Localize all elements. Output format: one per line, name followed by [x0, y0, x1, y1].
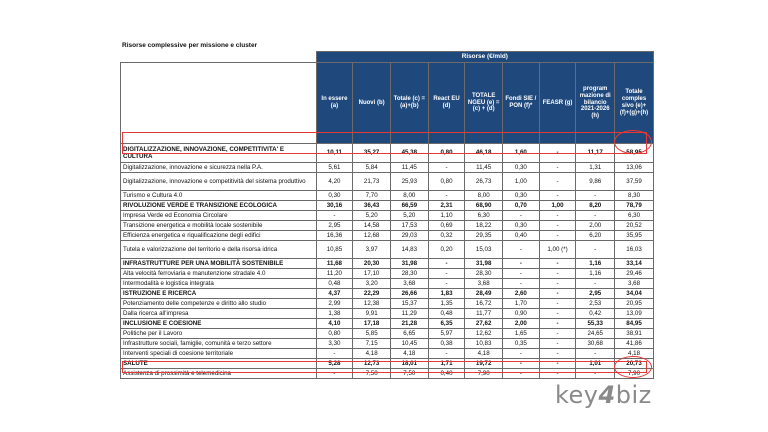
table-row	[121, 173, 654, 191]
value-cell: 1,16	[576, 269, 615, 279]
value-cell: -	[428, 191, 465, 201]
value-cell: 36,43	[353, 201, 391, 211]
value-cell: 11,68	[316, 259, 353, 269]
value-cell: 0,35	[503, 339, 540, 349]
value-cell: 13,09	[615, 309, 654, 319]
value-cell: 1,00	[539, 201, 576, 211]
value-cell: 29,46	[615, 269, 654, 279]
table-row	[121, 231, 654, 241]
value-cell: 3,68	[390, 279, 428, 289]
value-cell: 16,72	[465, 299, 503, 309]
value-cell: 1,83	[428, 289, 465, 299]
row-label: Assistenza di prossimità e telemedicina	[121, 369, 317, 379]
value-cell: 8,20	[576, 201, 615, 211]
value-cell: 20,52	[615, 221, 654, 231]
value-cell: 1,16	[576, 259, 615, 269]
value-cell: 10,11	[316, 144, 353, 163]
key4biz-logo	[555, 381, 652, 409]
value-cell: -	[576, 211, 615, 221]
value-cell: 17,18	[353, 319, 391, 329]
value-cell: 3,68	[465, 279, 503, 289]
value-cell: 41,86	[615, 339, 654, 349]
value-cell: -	[539, 269, 576, 279]
column-header: Fondi SIE / PON (f)*	[503, 63, 540, 144]
value-cell: 35,95	[615, 231, 654, 241]
value-cell: 1,10	[428, 211, 465, 221]
value-cell: 6,30	[615, 211, 654, 221]
column-header-row	[121, 63, 654, 144]
value-cell: 5,84	[353, 163, 391, 173]
table-row	[121, 241, 654, 259]
value-cell: 55,33	[576, 319, 615, 329]
value-cell: 12,73	[353, 359, 391, 369]
value-cell: -	[503, 359, 540, 369]
value-cell: -	[503, 369, 540, 379]
value-cell: 0,80	[428, 173, 465, 191]
row-label: Dalla ricerca all'impresa	[121, 309, 317, 319]
logo-text-biz: biz	[615, 381, 652, 409]
value-cell: 34,04	[615, 289, 654, 299]
value-cell: 2,00	[576, 221, 615, 231]
value-cell: 18,01	[390, 359, 428, 369]
value-cell: 0,30	[503, 191, 540, 201]
value-cell: 10,83	[465, 339, 503, 349]
value-cell: 0,69	[428, 221, 465, 231]
value-cell: 9,86	[576, 173, 615, 191]
value-cell: 16,03	[615, 241, 654, 259]
column-header: Totale (c) = (a)+(b)	[390, 63, 428, 144]
value-cell: 0,40	[503, 231, 540, 241]
value-cell: -	[428, 259, 465, 269]
value-cell: 22,29	[353, 289, 391, 299]
blank-header-cell	[121, 52, 317, 63]
row-label: INFRASTRUTTURE PER UNA MOBILITÀ SOSTENIBILE	[121, 259, 317, 269]
value-cell: 0,30	[503, 221, 540, 231]
column-header: FEASR (g)	[539, 63, 576, 144]
value-cell: 5,20	[353, 211, 391, 221]
value-cell: 2,95	[316, 221, 353, 231]
value-cell: 4,18	[465, 349, 503, 359]
row-label: Efficienza energetica e riqualificazione degli edifici	[121, 231, 317, 241]
value-cell: 2,95	[576, 289, 615, 299]
table-row	[121, 211, 654, 221]
table-row	[121, 289, 654, 299]
value-cell: 8,00	[465, 191, 503, 201]
value-cell: 2,99	[316, 299, 353, 309]
table-row	[121, 319, 654, 329]
value-cell: 27,62	[465, 319, 503, 329]
value-cell: -	[539, 221, 576, 231]
value-cell: -	[428, 269, 465, 279]
value-cell: 15,37	[390, 299, 428, 309]
value-cell: 0,30	[316, 191, 353, 201]
value-cell: -	[539, 173, 576, 191]
value-cell: 28,49	[465, 289, 503, 299]
value-cell: 7,90	[465, 369, 503, 379]
value-cell: 5,20	[390, 211, 428, 221]
row-label: Potenziamento delle competenze e diritto allo studio	[121, 299, 317, 309]
value-cell: 13,06	[615, 163, 654, 173]
table-row	[121, 144, 654, 163]
value-cell: -	[539, 279, 576, 289]
value-cell: -	[428, 279, 465, 289]
value-cell: 0,20	[428, 241, 465, 259]
value-cell: -	[316, 211, 353, 221]
value-cell: 26,66	[390, 289, 428, 299]
value-cell: 38,91	[615, 329, 654, 339]
value-cell: 6,65	[390, 329, 428, 339]
column-header: program mazione di bilancio 2021-2026 (h)	[576, 63, 615, 144]
table-row	[121, 221, 654, 231]
value-cell: 1,31	[576, 163, 615, 173]
value-cell: 3,68	[615, 279, 654, 289]
value-cell: -	[428, 349, 465, 359]
column-header: Totale comples sivo (e)+(f)+(g)+(h)	[615, 63, 654, 144]
value-cell: 0,30	[503, 163, 540, 173]
value-cell: 12,38	[353, 299, 391, 309]
value-cell: 31,98	[390, 259, 428, 269]
table-row	[121, 279, 654, 289]
value-cell: 37,59	[615, 173, 654, 191]
value-cell: 33,14	[615, 259, 654, 269]
value-cell: -	[503, 211, 540, 221]
value-cell: 0,80	[428, 144, 465, 163]
resources-table	[120, 51, 654, 379]
value-cell: 17,53	[390, 221, 428, 231]
value-cell: -	[503, 269, 540, 279]
value-cell: 26,73	[465, 173, 503, 191]
value-cell: 1,01	[576, 359, 615, 369]
value-cell: 30,16	[316, 201, 353, 211]
value-cell: -	[539, 211, 576, 221]
value-cell: 0,80	[316, 329, 353, 339]
value-cell: 2,00	[503, 319, 540, 329]
value-cell: 1,00 (*)	[539, 241, 576, 259]
value-cell: 5,28	[316, 359, 353, 369]
value-cell: 3,97	[353, 241, 391, 259]
value-cell: 58,95	[615, 144, 654, 163]
value-cell: 4,18	[353, 349, 391, 359]
table-row	[121, 269, 654, 279]
value-cell: -	[539, 329, 576, 339]
value-cell: 18,22	[465, 221, 503, 231]
value-cell: 45,38	[390, 144, 428, 163]
value-cell: 15,03	[465, 241, 503, 259]
value-cell: -	[576, 369, 615, 379]
value-cell: -	[428, 163, 465, 173]
value-cell: 14,58	[353, 221, 391, 231]
row-label: Digitalizzazione, innovazione e competitività del sistema produttivo	[121, 173, 317, 191]
value-cell: 21,28	[390, 319, 428, 329]
value-cell: 20,73	[615, 359, 654, 369]
value-cell: 28,30	[390, 269, 428, 279]
table-row	[121, 259, 654, 269]
document-title: Risorse complessive per missione e cluster	[122, 42, 258, 49]
value-cell: 4,18	[390, 349, 428, 359]
value-cell: -	[539, 309, 576, 319]
value-cell: -	[539, 259, 576, 269]
table-row	[121, 359, 654, 369]
value-cell: 10,85	[316, 241, 353, 259]
value-cell: 3,30	[316, 339, 353, 349]
value-cell: 5,61	[316, 163, 353, 173]
value-cell: 6,30	[465, 211, 503, 221]
column-header: React EU (d)	[428, 63, 465, 144]
value-cell: 0,42	[576, 309, 615, 319]
value-cell: 35,27	[353, 144, 391, 163]
value-cell: 6,20	[576, 231, 615, 241]
value-cell: 0,48	[428, 309, 465, 319]
value-cell: 11,77	[465, 309, 503, 319]
row-label: Alta velocità ferroviaria e manutenzione stradale 4.0	[121, 269, 317, 279]
value-cell: 84,95	[615, 319, 654, 329]
row-label: ISTRUZIONE E RICERCA	[121, 289, 317, 299]
value-cell: 20,95	[615, 299, 654, 309]
value-cell: 1,60	[503, 144, 540, 163]
row-label: Digitalizzazione, innovazione e sicurezza nella P.A.	[121, 163, 317, 173]
label-column-header	[121, 63, 317, 144]
value-cell: -	[316, 369, 353, 379]
value-cell: 0,90	[503, 309, 540, 319]
row-label: Intermodalità e logistica integrata	[121, 279, 317, 289]
value-cell: 66,59	[390, 201, 428, 211]
table-row	[121, 163, 654, 173]
value-cell: 7,50	[353, 369, 391, 379]
row-label: Impresa Verde ed Economia Circolare	[121, 211, 317, 221]
value-cell: 0,32	[428, 231, 465, 241]
value-cell: -	[576, 279, 615, 289]
value-cell: -	[539, 231, 576, 241]
value-cell: -	[539, 191, 576, 201]
value-cell: 7,50	[390, 369, 428, 379]
value-cell: 9,91	[353, 309, 391, 319]
value-cell: 11,45	[465, 163, 503, 173]
value-cell: 1,65	[503, 329, 540, 339]
column-header: In essere (a)	[316, 63, 353, 144]
logo-text-4: 4	[598, 381, 616, 409]
value-cell: 1,00	[503, 173, 540, 191]
value-cell: -	[576, 191, 615, 201]
row-label: Turismo e Cultura 4.0	[121, 191, 317, 201]
risorse-header: Risorse (€/mld)	[316, 52, 653, 63]
table-body	[121, 144, 654, 379]
table-row	[121, 191, 654, 201]
value-cell: 1,35	[428, 299, 465, 309]
value-cell: 28,30	[465, 269, 503, 279]
value-cell: 14,83	[390, 241, 428, 259]
row-label: DIGITALIZZAZIONE, INNOVAZIONE, COMPETITIVITA' E CULTURA	[121, 144, 317, 163]
value-cell: 4,18	[615, 349, 654, 359]
value-cell: -	[539, 144, 576, 163]
value-cell: 0,38	[428, 339, 465, 349]
value-cell: -	[539, 319, 576, 329]
value-cell: 1,70	[503, 299, 540, 309]
value-cell: -	[539, 339, 576, 349]
value-cell: -	[503, 241, 540, 259]
value-cell: -	[316, 349, 353, 359]
value-cell: -	[539, 163, 576, 173]
value-cell: -	[576, 241, 615, 259]
value-cell: 2,53	[576, 299, 615, 309]
value-cell: 5,97	[428, 329, 465, 339]
value-cell: -	[539, 359, 576, 369]
table-row	[121, 339, 654, 349]
value-cell: -	[503, 259, 540, 269]
value-cell: 0,40	[428, 369, 465, 379]
value-cell: -	[539, 349, 576, 359]
value-cell: 8,00	[390, 191, 428, 201]
column-header: Nuovi (b)	[353, 63, 391, 144]
value-cell: -	[503, 349, 540, 359]
value-cell: 17,10	[353, 269, 391, 279]
value-cell: 11,29	[390, 309, 428, 319]
value-cell: 46,18	[465, 144, 503, 163]
value-cell: 24,65	[576, 329, 615, 339]
value-cell: 25,93	[390, 173, 428, 191]
value-cell: 5,85	[353, 329, 391, 339]
value-cell: 20,30	[353, 259, 391, 269]
value-cell: 68,90	[465, 201, 503, 211]
value-cell: 0,70	[503, 201, 540, 211]
row-label: Interventi speciali di coesione territoriale	[121, 349, 317, 359]
column-header: TOTALE NGEU (e) = (c) + (d)	[465, 63, 503, 144]
table-row	[121, 299, 654, 309]
value-cell: 19,72	[465, 359, 503, 369]
value-cell: 4,37	[316, 289, 353, 299]
value-cell: -	[539, 369, 576, 379]
value-cell: 31,98	[465, 259, 503, 269]
value-cell: 6,35	[428, 319, 465, 329]
table-row	[121, 329, 654, 339]
value-cell: 0,48	[316, 279, 353, 289]
value-cell: -	[503, 279, 540, 289]
value-cell: 78,79	[615, 201, 654, 211]
row-label: INCLUSIONE E COESIONE	[121, 319, 317, 329]
value-cell: 30,68	[576, 339, 615, 349]
row-label: Politiche per il Lavoro	[121, 329, 317, 339]
value-cell: 11,17	[576, 144, 615, 163]
value-cell: 12,62	[465, 329, 503, 339]
value-cell: -	[539, 299, 576, 309]
value-cell: 2,31	[428, 201, 465, 211]
value-cell: 8,30	[615, 191, 654, 201]
value-cell: 16,36	[316, 231, 353, 241]
table-row	[121, 349, 654, 359]
row-label: Tutela e valorizzazione del territorio e della risorsa idrica	[121, 241, 317, 259]
value-cell: 4,10	[316, 319, 353, 329]
value-cell: 21,73	[353, 173, 391, 191]
value-cell: 7,70	[353, 191, 391, 201]
value-cell: 29,03	[390, 231, 428, 241]
row-label: SALUTE	[121, 359, 317, 369]
value-cell: 1,38	[316, 309, 353, 319]
table-row	[121, 201, 654, 211]
value-cell: 11,45	[390, 163, 428, 173]
value-cell: 29,35	[465, 231, 503, 241]
row-label: RIVOLUZIONE VERDE E TRANSIZIONE ECOLOGICA	[121, 201, 317, 211]
value-cell: 12,68	[353, 231, 391, 241]
row-label: Infrastrutture sociali, famiglie, comunità e terzo settore	[121, 339, 317, 349]
table-row	[121, 309, 654, 319]
value-cell: 10,45	[390, 339, 428, 349]
value-cell: 2,60	[503, 289, 540, 299]
logo-text-key: key	[555, 381, 599, 409]
table-row	[121, 369, 654, 379]
value-cell: -	[539, 289, 576, 299]
value-cell: 1,71	[428, 359, 465, 369]
value-cell: 3,20	[353, 279, 391, 289]
row-label: Transizione energetica e mobilità locale sostenibile	[121, 221, 317, 231]
value-cell: 11,20	[316, 269, 353, 279]
value-cell: 4,20	[316, 173, 353, 191]
value-cell: 7,90	[615, 369, 654, 379]
value-cell: 7,15	[353, 339, 391, 349]
value-cell: -	[576, 349, 615, 359]
